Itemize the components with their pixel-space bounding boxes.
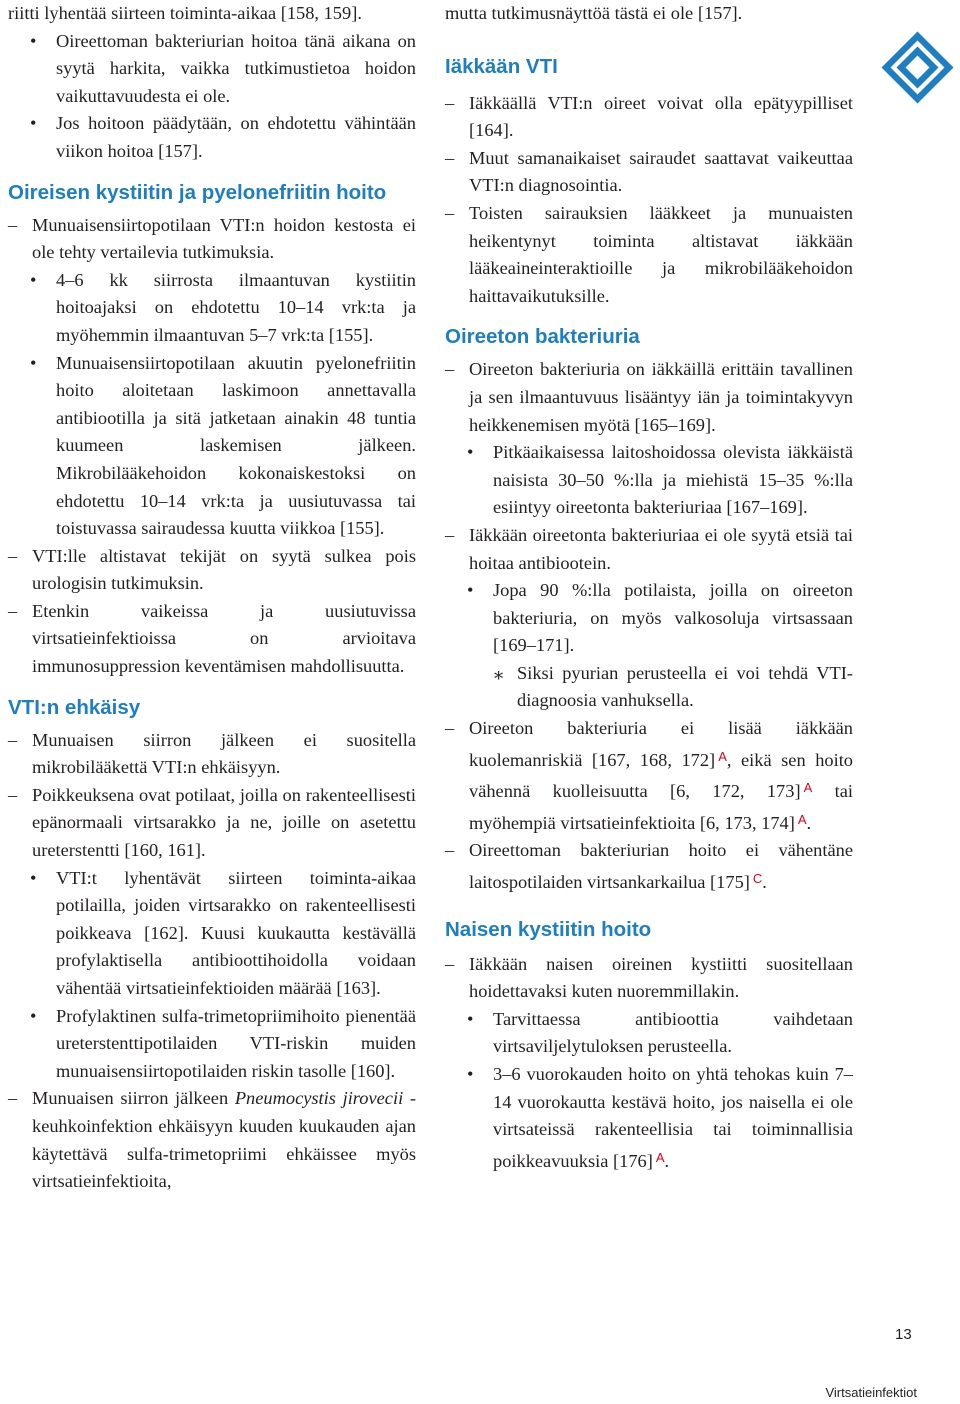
text-run: Munuaisen siirron jälkeen — [32, 1088, 235, 1109]
organism-name: Pneumocystis jirovecii — [234, 1088, 404, 1109]
dash-item: – Munuaisen siirron jälkeen ei suositella mikrobilääkettä VTI:n ehkäisyyn. — [8, 727, 416, 782]
section-heading: VTI:n ehkäisy — [8, 695, 141, 719]
dash-item — [8, 1085, 416, 1195]
text-run: Oireettoman bakteriurian hoito ei vähentäne laitospotilaiden virtsankarkailua [175] — [469, 840, 853, 893]
right-column — [445, 0, 853, 1175]
dash-item: – Iäkkäällä VTI:n oireet voivat olla epätyypilliset [164]. — [445, 90, 853, 145]
sub-bullet-item: ⁎ Siksi pyurian perusteella ei voi tehdä VTI-diagnoosia vanhuksella. — [445, 660, 853, 715]
bullet-item: • Tarvittaessa antibioottia vaihdetaan virtsaviljelytuloksen perusteella. — [445, 1006, 853, 1061]
text-run: Oireeton bakteriuria ei lisää iäkkään kuolemanriskiä [167, 168, 172] — [469, 718, 853, 770]
intro-continuation: riitti lyhentää siirteen toiminta-aikaa [158, 159]. — [8, 3, 362, 23]
bullet-item: • Pitkäaikaisessa laitoshoidossa olevista iäkkäistä naisista 30–50 %:lla ja miehistä 15–35 %:lla esiintyy oireetonta bakteriuriaa [167–169]. — [445, 439, 853, 522]
text-run: tai myöhempiä virtsatieinfektioita [6, 173, 174] — [469, 781, 854, 833]
evidence-level-badge: A — [803, 780, 813, 796]
dash-item — [445, 715, 853, 837]
bullet-item: • VTI:t lyhentävät siirteen toiminta-aikaa potilailla, joiden virtsarakko on rakenteellisesti poikkeava [162]. Kuusi kuukautta kestävällä profylaktisella antibioottihoidolla voidaan vähentää virtsatieinfektioiden määrää [163]. — [8, 865, 416, 1003]
dash-item: – Etenkin vaikeissa ja uusiutuvissa virtsatieinfektioissa on arvioitava immunosuppression keventämisen mahdollisuutta. — [8, 598, 416, 681]
bullet-item — [445, 1061, 853, 1175]
dash-item: – Poikkeuksena ovat potilaat, joilla on rakenteellisesti epänormaali virtsarakko ja ne, joille on asetettu ureterstentti [160, 161]. — [8, 782, 416, 865]
dash-item: – VTI:lle altistavat tekijät on syytä sulkea pois urologisin tutkimuksin. — [8, 543, 416, 598]
text-run: 3–6 vuorokauden hoito on yhtä tehokas kuin 7–14 vuorokautta kestävä hoito, jos naisella ei ole virtsateissä rakenteellisia tai toiminnallisia poikkeavuuksia [176] — [493, 1064, 853, 1171]
page-number: 13 — [895, 1326, 912, 1343]
intro-bullet: • Oireettoman bakteriurian hoitoa tänä aikana on syytä harkita, vaikka tutkimustietoa hoidon vaikuttavuudesta ei ole. — [8, 28, 416, 111]
evidence-level-badge: A — [797, 811, 807, 827]
evidence-level-badge: A — [718, 748, 727, 764]
footer-title: Virtsatieinfektiot — [825, 1385, 917, 1400]
evidence-level-badge: C — [752, 871, 763, 887]
evidence-level-badge: A — [655, 1149, 665, 1165]
section-heading: Iäkkään VTI — [445, 54, 558, 78]
bullet-item: • 4–6 kk siirrosta ilmaantuvan kystiitin hoitoajaksi on ehdotettu 10–14 vrk:ta ja myöhemmin ilmaantuvan 5–7 vrk:ta [155]. — [8, 267, 416, 350]
left-column — [8, 0, 416, 1196]
bullet-item: • Munuaisensiirtopotilaan akuutin pyelonefriitin hoito aloitetaan laskimoon annettavalla antibiootilla ja sitä jatketaan ainakin 48 tuntia kuumeen laskemisen jälkeen. Mikrobilääkehoidon kokonaiskestoksi on ehdotettu 10–14 vrk:ta ja uusiutuvassa tai toistuvassa sairaudessa kuutta viikkoa [155]. — [8, 350, 416, 543]
text-run: -keuhkoinfektion ehkäisyyn kuuden kuukauden ajan käytettävä sulfa-trimetopriimi ehkäissee myös virtsatieinfektioita, — [32, 1088, 416, 1192]
bullet-item: • Jopa 90 %:lla potilaista, joilla on oireeton bakteriuria, on myös valkosoluja virtsassaan [169–171]. — [445, 577, 853, 660]
section-heading: Oireeton bakteriuria — [445, 325, 640, 349]
dash-item: – Iäkkään naisen oireinen kystiitti suositellaan hoidettavaksi kuten nuoremmillakin. — [445, 951, 853, 1006]
text-run: , eikä sen hoito vähennä kuolleisuutta [6, 172, 173] — [469, 749, 854, 802]
dash-item: – Iäkkään oireetonta bakteriuriaa ei ole syytä etsiä tai hoitaa antibiootein. — [445, 522, 853, 577]
dash-item: – Muut samanaikaiset sairaudet saattavat vaikeuttaa VTI:n diagnosointia. — [445, 145, 853, 200]
dash-item: – Oireeton bakteriuria on iäkkäillä erittäin tavallinen ja sen ilmaantuvuus lisääntyy iän ja toimintakyvyn heikkenemisen myötä [165–169]. — [445, 356, 853, 439]
text-run: . — [664, 1150, 670, 1171]
continuation-text: mutta tutkimusnäyttöä tästä ei ole [157]. — [445, 3, 743, 23]
dash-item: – Toisten sairauksien lääkkeet ja munuaisten heikentynyt toiminta altistavat iäkkään lääkeaineinteraktioille ja mikrobilääkehoidon haittavaikutuksille. — [445, 200, 853, 310]
dash-item — [445, 837, 853, 896]
bullet-item: • Profylaktinen sulfa-trimetopriimihoito pienentää ureterstenttipotilaiden VTI-riskin muiden munuaisensiirtopotilaiden riskin tasolle [160]. — [8, 1003, 416, 1086]
section-heading: Oireisen kystiitin ja pyelonefriitin hoito — [8, 180, 387, 204]
text-run: . — [762, 872, 767, 893]
intro-bullet: • Jos hoitoon päädytään, on ehdotettu vähintään viikon hoitoa [157]. — [8, 110, 416, 165]
nested-diamond-logo-icon — [880, 30, 955, 105]
dash-item: – Munuaisensiirtopotilaan VTI:n hoidon kestosta ei ole tehty vertailevia tutkimuksia. — [8, 212, 416, 267]
section-heading: Naisen kystiitin hoito — [445, 917, 652, 941]
text-run: . — [806, 812, 812, 833]
